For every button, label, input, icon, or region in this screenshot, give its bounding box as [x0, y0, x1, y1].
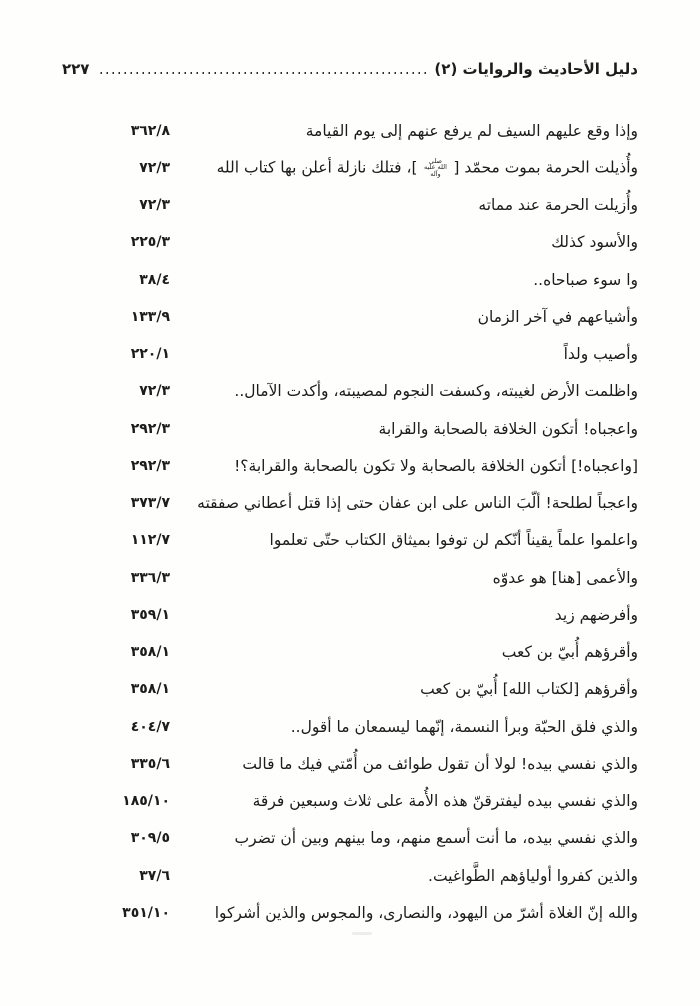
volume-page-ref: ٣٥١/١٠ — [122, 904, 170, 921]
entry-text: والذي نفسي بيده! لولا أن تقول طوائف من أُمّتي فيك ما قالت — [242, 754, 638, 773]
index-row — [62, 522, 638, 559]
volume-page-ref: ٣٧/٦ — [139, 867, 170, 884]
index-row — [62, 112, 638, 149]
volume-page-ref: ٢٩٢/٣ — [130, 420, 170, 437]
scan-smudge — [352, 932, 372, 935]
volume-page-ref: ٣٥٩/١ — [130, 606, 170, 623]
volume-page-ref: ٢٢٠/١ — [130, 346, 170, 363]
entry-text: وأُذيلت الحرمة بموت محمّد [ صلى الله عليه وآله ]، فتلك نازلة أعلن بها كتاب الله — [216, 156, 638, 179]
volume-page-ref: ٣٨/٤ — [139, 271, 170, 288]
entry-text: وأُزيلت الحرمة عند مماته — [478, 196, 638, 215]
volume-page-ref: ١٨٥/١٠ — [122, 793, 170, 810]
index-row — [62, 410, 638, 447]
entry-text: وأقرؤهم أُبيّ بن كعب — [501, 643, 638, 662]
index-row — [62, 298, 638, 335]
entry-text: والذي نفسي بيده، ما أنت أسمع منهم، وما بينهم وبين أن تضرب — [234, 829, 638, 848]
volume-page-ref: ٣٠٩/٥ — [130, 830, 170, 847]
entry-text: والأسود كذلك — [551, 233, 638, 252]
page-header — [0, 0, 700, 78]
volume-page-ref: ١١٢/٧ — [130, 532, 170, 549]
index-row — [62, 485, 638, 522]
index-row — [62, 373, 638, 410]
volume-page-ref: ٤٠٤/٧ — [130, 718, 170, 735]
page-number: ٢٢٧ — [62, 60, 90, 78]
volume-page-ref: ٣٥٨/١ — [130, 644, 170, 661]
entry-text: وأشياعهم في آخر الزمان — [477, 307, 638, 326]
volume-page-ref: ٣٧٣/٧ — [130, 495, 170, 512]
index-row — [62, 671, 638, 708]
entry-text: واظلمت الأرض لغيبته، وكسفت النجوم لمصيبته، وأكدت الآمال.. — [234, 382, 638, 401]
entry-text: والذين كفروا أولياؤهم الطَّواغيت. — [428, 866, 638, 885]
volume-page-ref: ٣٣٥/٦ — [130, 755, 170, 772]
volume-page-ref: ١٣٣/٩ — [130, 308, 170, 325]
index-row — [62, 187, 638, 224]
volume-page-ref: ٢٩٢/٣ — [130, 457, 170, 474]
running-title: دليل الأحاديث والروايات (٢) — [434, 60, 638, 78]
entry-text: واعلموا علماً يقيناً أنّكم لن توفوا بميثاق الكتاب حتّى تعلموا — [269, 531, 638, 550]
entry-text: [واعجباه!] أتكون الخلافة بالصحابة ولا تكون بالصحابة والقرابة؟! — [234, 456, 638, 475]
index-row — [62, 783, 638, 820]
volume-page-ref: ٢٢٥/٣ — [130, 234, 170, 251]
entry-text: والله إنّ الغلاة أشرّ من اليهود، والنصارى، والمجوس والذين أشركوا — [214, 903, 638, 922]
index-row — [62, 634, 638, 671]
volume-page-ref: ٣٥٨/١ — [130, 681, 170, 698]
volume-page-ref: ٧٢/٣ — [139, 159, 170, 176]
volume-page-ref: ٧٢/٣ — [139, 197, 170, 214]
entry-text: وا سوء صباحاه.. — [533, 270, 638, 289]
entry-text: والأعمى [هنا] هو عدوّه — [492, 568, 638, 587]
index-row — [62, 336, 638, 373]
entry-text: والذي نفسي بيده ليفترقنّ هذه الأُمة على ثلاث وسبعين فرقة — [252, 792, 638, 811]
entry-text: وأفرضهم زيد — [554, 605, 638, 624]
entry-text: والذي فلق الحبّة وبرأ النسمة، إنّهما ليسمعان ما أقول.. — [290, 717, 638, 736]
index-row — [62, 261, 638, 298]
volume-page-ref: ٣٦٢/٨ — [130, 122, 170, 139]
index-row — [62, 447, 638, 484]
index-row — [62, 149, 638, 186]
volume-page-ref: ٣٣٦/٣ — [130, 569, 170, 586]
dotted-leader — [97, 72, 426, 74]
entry-text: واعجباه! أتكون الخلافة بالصحابة والقرابة — [378, 419, 638, 438]
index-row — [62, 857, 638, 894]
index-row — [62, 820, 638, 857]
prophet-honorific-seal: صلى الله عليه وآله — [423, 156, 447, 179]
index-entries-list — [0, 112, 700, 932]
volume-page-ref: ٧٢/٣ — [139, 383, 170, 400]
index-row — [62, 559, 638, 596]
index-row — [62, 894, 638, 931]
entry-text: وإذا وقع عليهم السيف لم يرفع عنهم إلى يوم القيامة — [305, 121, 638, 140]
entry-text: وأقرؤهم [لكتاب الله] أُبيّ بن كعب — [420, 680, 638, 699]
entry-text: وأصيب ولداً — [563, 345, 638, 364]
index-row — [62, 596, 638, 633]
entry-text: واعجباً لطلحة! ألّبَ الناس على ابن عفان حتى إذا قتل أعطاني صفقته — [197, 494, 638, 513]
index-row — [62, 708, 638, 745]
index-row — [62, 224, 638, 261]
index-row — [62, 745, 638, 782]
